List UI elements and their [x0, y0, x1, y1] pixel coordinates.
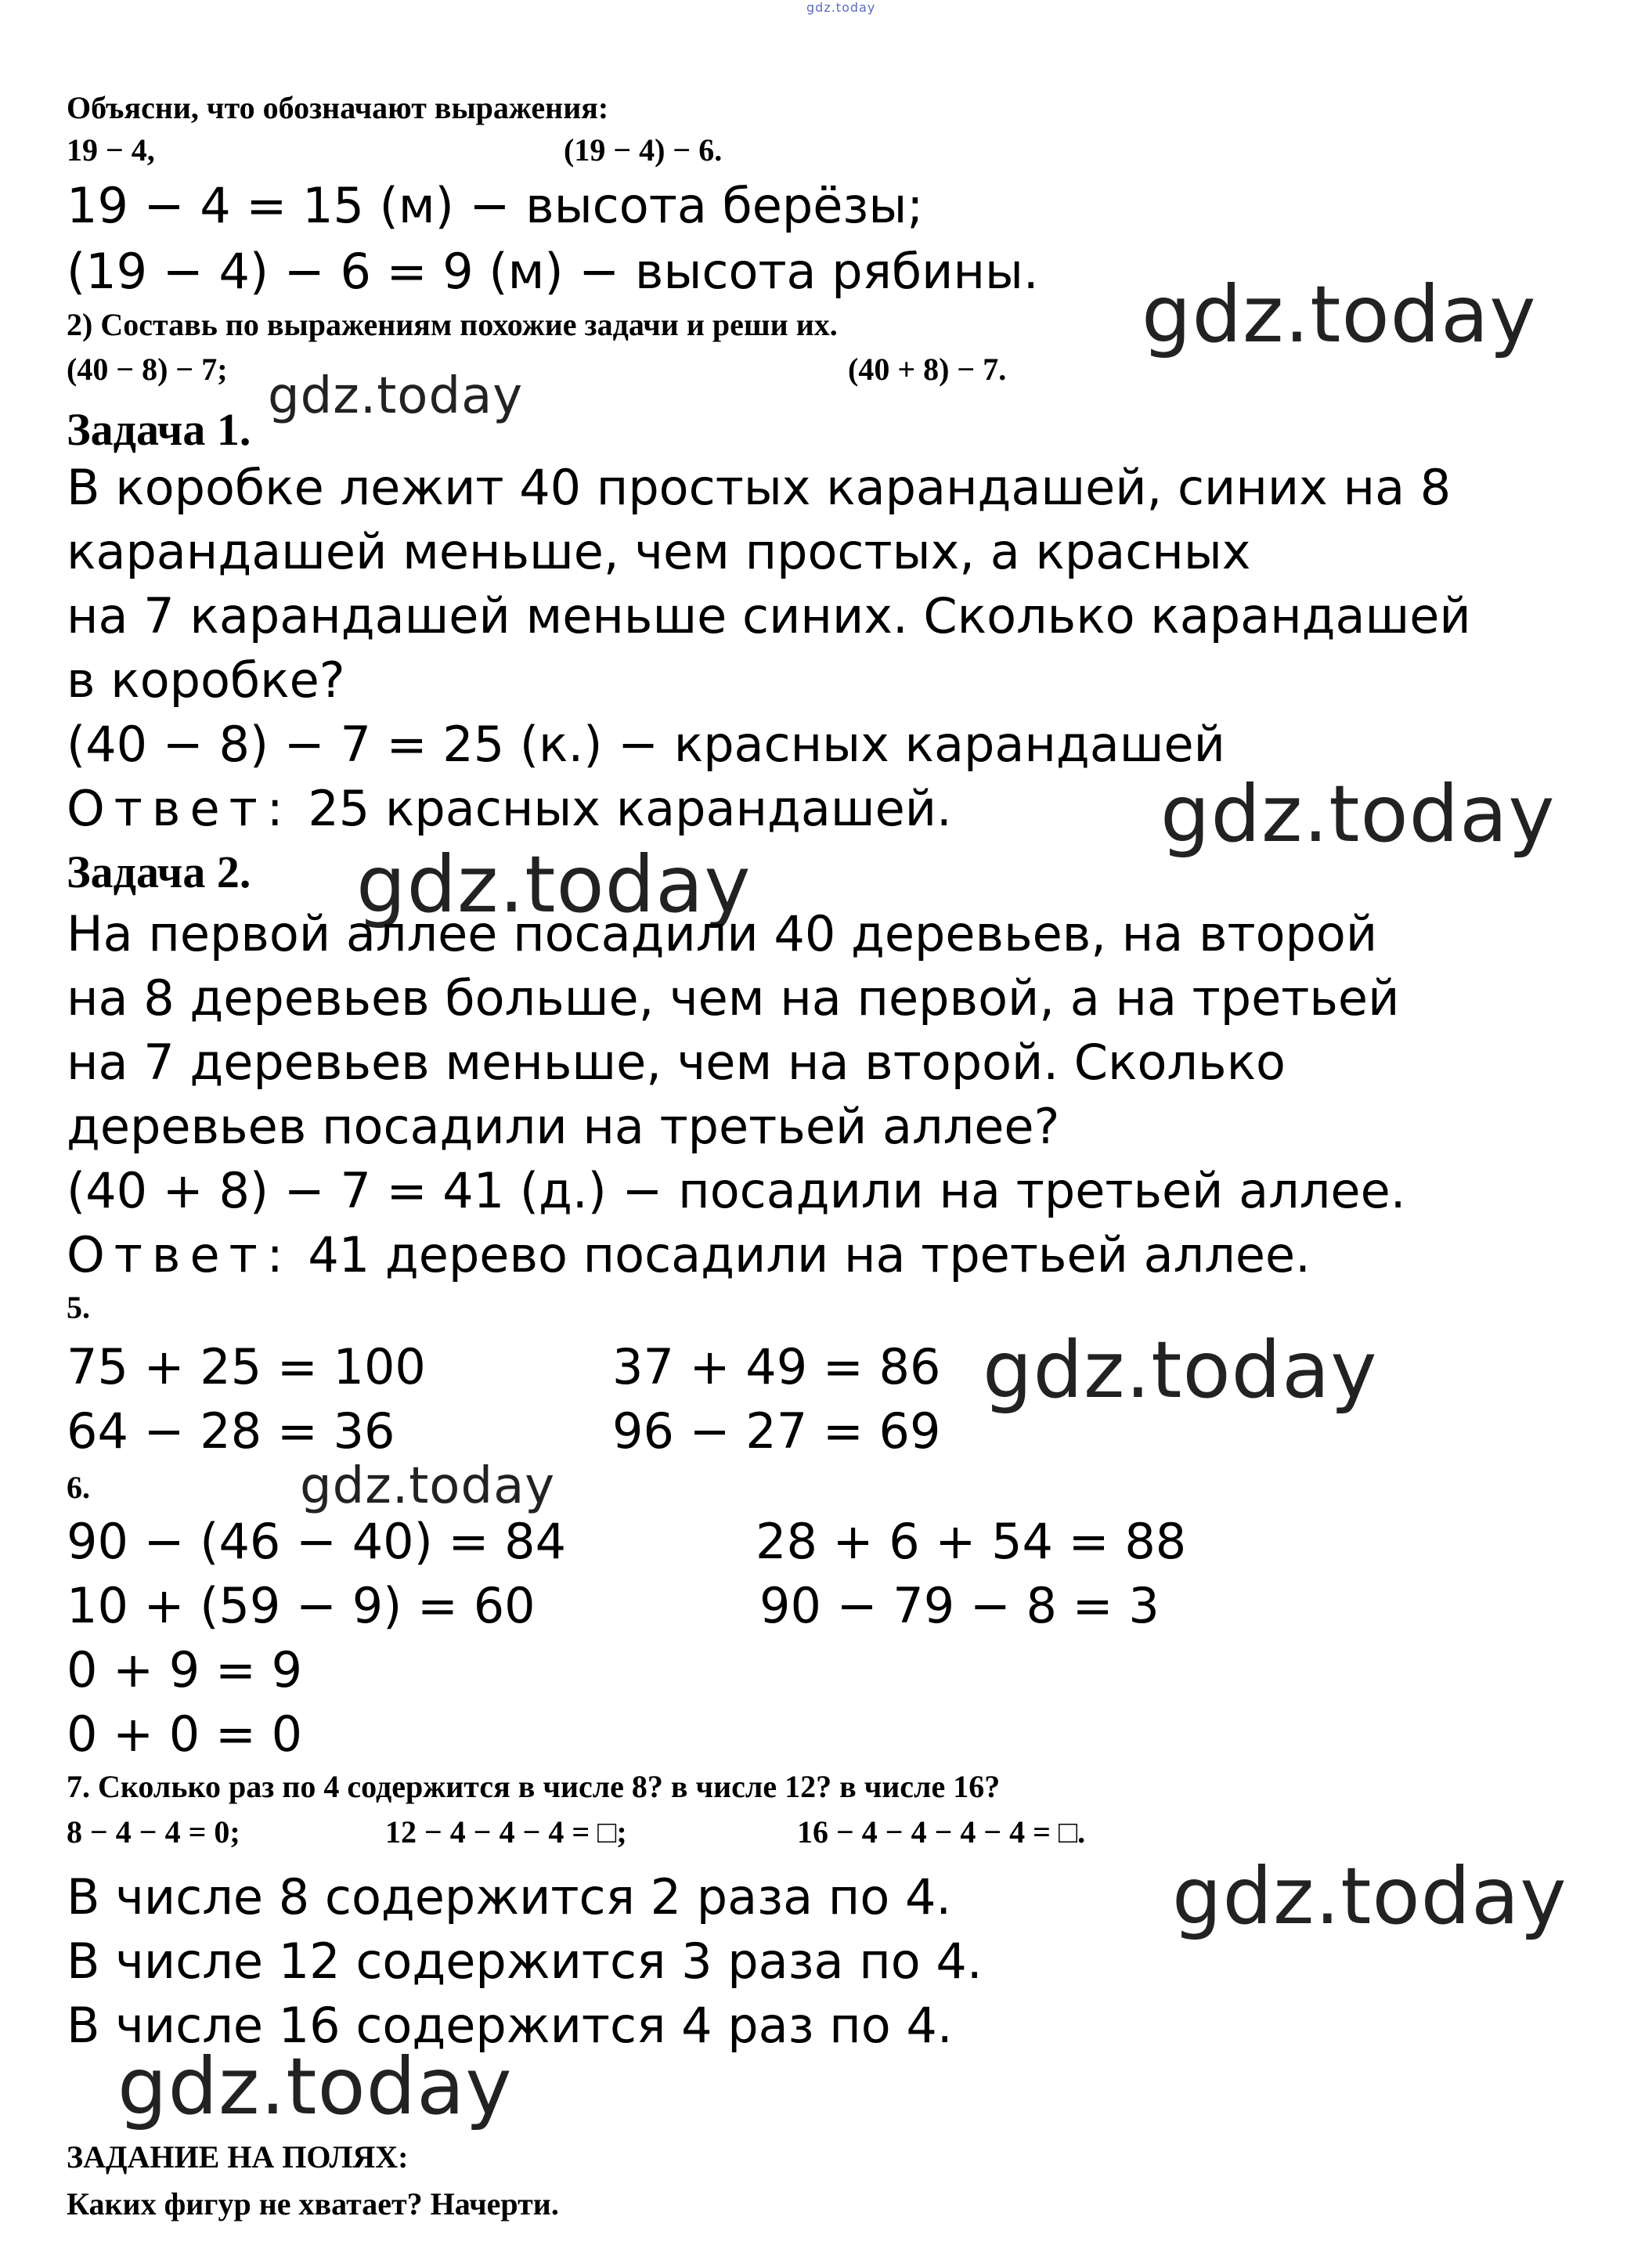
exercise-6-expr: 90 − 79 − 8 = 3: [759, 1577, 1160, 1634]
watermark: gdz.today: [117, 2041, 513, 2132]
explain-heading: Объясни, что обозначают выражения:: [67, 90, 609, 125]
exercise-5-number: 5.: [67, 1290, 90, 1325]
exercise-7-answer: В числе 8 содержится 2 раза по 4.: [67, 1868, 952, 1926]
exercise-7-answer: В числе 16 содержится 4 раз по 4.: [67, 1997, 953, 2054]
task-2-title: Задача 2.: [67, 846, 251, 897]
watermark: gdz.today: [1160, 768, 1556, 860]
exercise-6-expr: 28 + 6 + 54 = 88: [756, 1513, 1187, 1570]
task-1-answer: [67, 780, 952, 837]
watermark: gdz.today: [983, 1324, 1378, 1416]
section-2-expr-1: (40 − 8) − 7;: [67, 352, 228, 387]
explain-expr-1: 19 − 4,: [67, 132, 155, 168]
task-2-line: деревьев посадили на третьей аллее?: [67, 1098, 1060, 1155]
watermark: gdz.today: [300, 1457, 556, 1515]
exercise-5-expr: 96 − 27 = 69: [612, 1402, 941, 1460]
answer-text: 41 дерево посадили на третьей аллее.: [308, 1226, 1311, 1283]
exercise-5-expr: 37 + 49 = 86: [612, 1338, 941, 1395]
watermark: gdz.today: [268, 367, 524, 425]
answer-label: Ответ:: [67, 780, 293, 837]
margin-task-question: Каких фигур не хватает? Начерти.: [67, 2186, 559, 2221]
exercise-5-expr: 64 − 28 = 36: [67, 1402, 395, 1460]
exercise-7-expr: 12 − 4 − 4 − 4 = □;: [385, 1814, 627, 1850]
explain-expr-2: (19 − 4) − 6.: [564, 132, 723, 168]
watermark-top: gdz.today: [806, 0, 876, 15]
task-1-line: в коробке?: [67, 651, 345, 709]
exercise-6-expr: 90 − (46 − 40) = 84: [67, 1513, 567, 1570]
task-2-answer: [67, 1226, 1311, 1283]
exercise-7-answer: В числе 12 содержится 3 раза по 4.: [67, 1933, 983, 1990]
exercise-7-expr: 16 − 4 − 4 − 4 − 4 = □.: [797, 1814, 1086, 1850]
task-2-solution: (40 + 8) − 7 = 41 (д.) − посадили на третьей аллее.: [67, 1162, 1406, 1219]
task-2-line: На первой аллее посадили 40 деревьев, на второй: [67, 905, 1378, 962]
task-1-solution: (40 − 8) − 7 = 25 (к.) − красных карандашей: [67, 716, 1225, 773]
explain-answer-2: (19 − 4) − 6 = 9 (м) − высота рябины.: [67, 243, 1039, 300]
section-2-expr-2: (40 + 8) − 7.: [848, 352, 1007, 387]
exercise-6-expr: 10 + (59 − 9) = 60: [67, 1577, 536, 1634]
exercise-7-expr: 8 − 4 − 4 = 0;: [67, 1814, 240, 1850]
answer-text: 25 красных карандашей.: [308, 780, 952, 837]
answer-label: Ответ:: [67, 1226, 293, 1283]
task-2-line: на 7 деревьев меньше, чем на второй. Сколько: [67, 1034, 1286, 1091]
section-2-heading: 2) Составь по выражениям похожие задачи и реши их.: [67, 307, 838, 342]
task-1-line: карандашей меньше, чем простых, а красных: [67, 523, 1251, 580]
explain-answer-1: 19 − 4 = 15 (м) − высота берёзы;: [67, 177, 924, 234]
exercise-6-expr: 0 + 9 = 9: [67, 1641, 303, 1698]
task-2-line: на 8 деревьев больше, чем на первой, а на третьей: [67, 969, 1400, 1027]
task-1-line: на 7 карандашей меньше синих. Сколько карандашей: [67, 587, 1471, 644]
task-1-line: В коробке лежит 40 простых карандашей, синих на 8: [67, 459, 1452, 516]
exercise-6-number: 6.: [67, 1470, 90, 1505]
margin-task-heading: ЗАДАНИЕ НА ПОЛЯХ:: [67, 2139, 409, 2175]
exercise-5-expr: 75 + 25 = 100: [67, 1338, 426, 1395]
watermark: gdz.today: [1172, 1850, 1567, 1942]
watermark: gdz.today: [1142, 269, 1537, 360]
exercise-7-heading: 7. Сколько раз по 4 содержится в числе 8? в числе 12? в числе 16?: [67, 1769, 1001, 1804]
watermark: gdz.today: [356, 839, 752, 930]
exercise-6-expr: 0 + 0 = 0: [67, 1705, 303, 1763]
task-1-title: Задача 1.: [67, 404, 251, 455]
